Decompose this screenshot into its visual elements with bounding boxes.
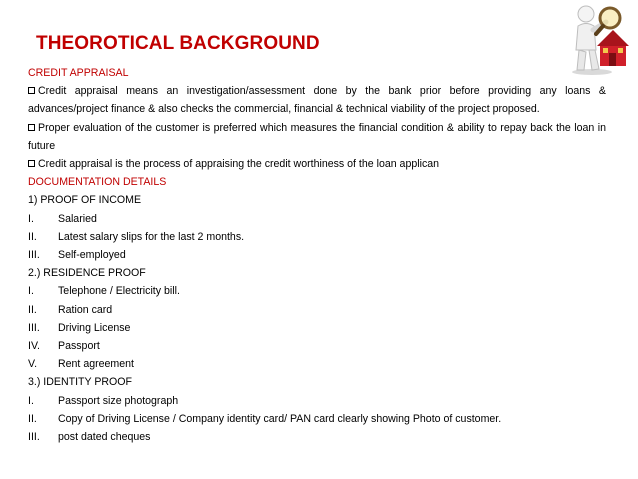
documentation-heading: DOCUMENTATION DETAILS <box>28 176 167 189</box>
item-number: III. <box>28 431 40 444</box>
item-text: Passport <box>58 340 100 353</box>
list-item <box>28 301 606 319</box>
item-number: I. <box>28 394 34 407</box>
item-text: Latest salary slips for the last 2 months. <box>58 230 245 243</box>
list-item <box>28 319 606 337</box>
checkbox-bullet-icon <box>28 87 35 94</box>
list-item <box>28 355 606 373</box>
item-text: Passport size photograph <box>58 394 179 407</box>
item-text: Rent agreement <box>58 358 134 371</box>
bullet-point <box>28 119 606 155</box>
item-text: Salaried <box>58 212 97 225</box>
item-text: Self-employed <box>58 249 126 262</box>
list-item <box>28 282 606 300</box>
bullet-text: Credit appraisal means an investigation/assessment done by the bank prior before providing any loans & advances/project finance & also checks the commercial, financial & technical viability of the project proposed. <box>28 85 606 116</box>
checkbox-bullet-icon <box>28 160 35 167</box>
bullet-text: Credit appraisal is the process of appraising the credit worthiness of the loan applican <box>38 158 440 171</box>
checkbox-bullet-icon <box>28 124 35 131</box>
list-item <box>28 228 606 246</box>
bullet-text: Proper evaluation of the customer is preferred which measures the financial condition & ability to repay back the loan in future <box>28 121 606 152</box>
item-text: post dated cheques <box>58 431 151 444</box>
bullet-point <box>28 155 606 173</box>
item-text: Telephone / Electricity bill. <box>58 285 180 298</box>
item-number: I. <box>28 285 34 298</box>
bullet-point <box>28 82 606 118</box>
slide-content <box>28 64 606 446</box>
item-number: I. <box>28 212 34 225</box>
item-text: Ration card <box>58 303 113 316</box>
income-proof-heading: 1) PROOF OF INCOME <box>28 194 142 207</box>
item-number: V. <box>28 358 38 371</box>
item-text: Copy of Driving License / Company identity card/ PAN card clearly showing Photo of customer. <box>58 412 502 425</box>
credit-appraisal-heading: CREDIT APPRAISAL <box>28 67 129 79</box>
residence-proof-heading: 2.) RESIDENCE PROOF <box>28 267 146 280</box>
identity-proof-heading: 3.) IDENTITY PROOF <box>28 376 132 389</box>
item-number: III. <box>28 321 40 334</box>
item-number: II. <box>28 412 37 425</box>
page-title: THEOROTICAL BACKGROUND <box>36 33 320 54</box>
item-text: Driving License <box>58 321 131 334</box>
list-item <box>28 246 606 264</box>
item-number: III. <box>28 249 40 262</box>
list-item <box>28 410 606 428</box>
list-item <box>28 392 606 410</box>
item-number: II. <box>28 230 37 243</box>
item-number: II. <box>28 303 37 316</box>
list-item <box>28 337 606 355</box>
list-item <box>28 428 606 446</box>
item-number: IV. <box>28 340 40 353</box>
list-item <box>28 210 606 228</box>
